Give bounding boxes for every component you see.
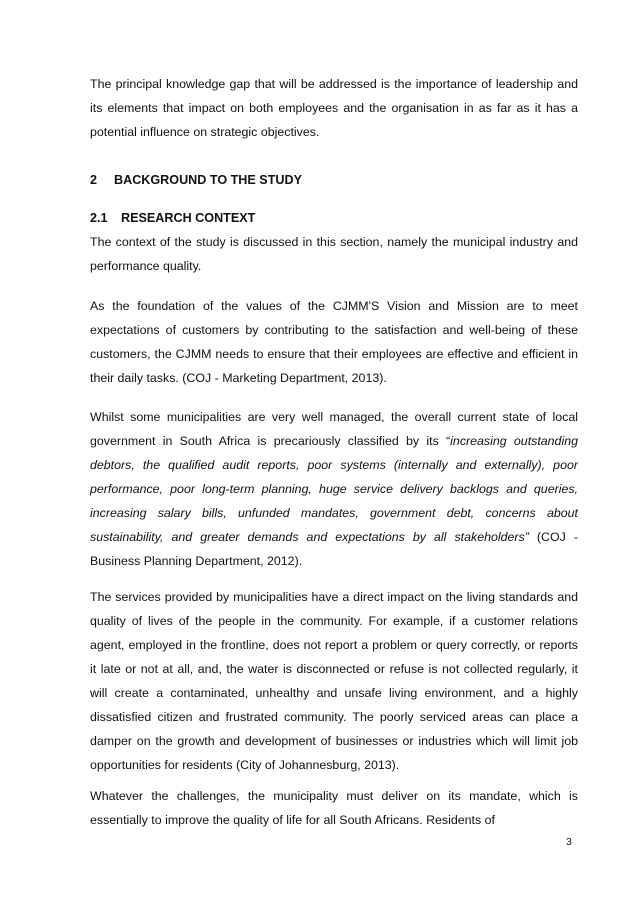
paragraph-knowledge-gap: The principal knowledge gap that will be addressed is the importance of leadership and its elements that impact on both employees and the organisation in as far as it has a potential influence on strategic objectives. (90, 77, 578, 139)
paragraph-mandate: Whatever the challenges, the municipality must deliver on its mandate, which is essentially to improve the quality of life for all South Africans. Residents of (90, 789, 578, 827)
subsection-number: 2.1 (90, 211, 108, 225)
section-title: BACKGROUND TO THE STUDY (114, 173, 302, 187)
section-number: 2 (90, 173, 98, 187)
paragraph-cjmm-vision: As the foundation of the values of the CJMM'S Vision and Mission are to meet expectations of customers by contributing to the satisfaction and well-being of these customers, the CJMM needs to ensure that their employees are effective and efficient in their daily tasks. (COJ - Marketing Department, 2013). (90, 299, 578, 385)
subsection-title: RESEARCH CONTEXT (121, 211, 256, 225)
paragraph-local-government-state (90, 405, 578, 573)
paragraph-services-impact: The services provided by municipalities have a direct impact on the living standards and quality of lives of the people in the community. For example, if a customer relations agent, employed in the frontline, does not report a problem or query correctly, or reports it late or not at all, and, the water is disconnected or refuse is not collected regularly, it will create a contaminated, unhealthy and unsafe living environment, and a highly dissatisfied citizen and frustrated community. The poorly serviced areas can place a damper on the growth and development of businesses or industries which will limit job opportunities for residents (City of Johannesburg, 2013). (90, 590, 578, 772)
page-number: 3 (566, 836, 572, 848)
paragraph-study-context: The context of the study is discussed in this section, namely the municipal industry and performance quality. (90, 235, 578, 273)
paragraph-intro-text: Whilst some municipalities are very well managed, the overall current state of local government in South Africa is precariously classified by its “ (90, 410, 578, 448)
citation-text: (COJ - Business Planning Department, 2012). (90, 530, 579, 568)
quoted-classification: increasing outstanding debtors, the qualified audit reports, poor systems (internally and externally), poor performance, poor long-term planning, huge service delivery backlogs and queries, increasing salary bills, unfunded mandates, government debt, concerns about sustainability, and greater demands and expectations by all stakeholders” (90, 434, 578, 544)
section-heading-background (90, 170, 302, 190)
subsection-heading-research-context (90, 208, 255, 228)
